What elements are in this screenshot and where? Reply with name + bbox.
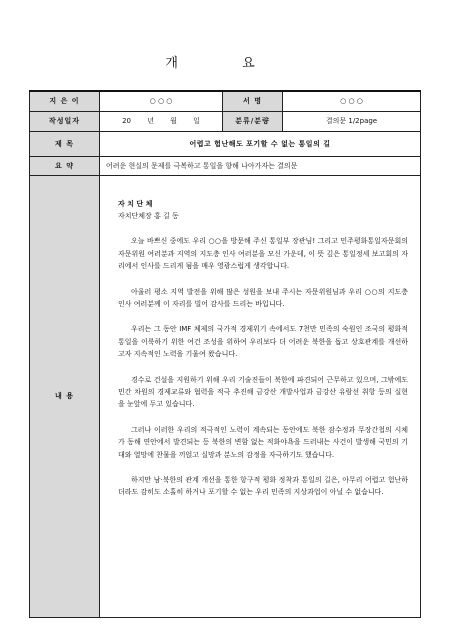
content-paragraph: 오늘 바쁘신 중에도 우리 ○○을 방문해 주신 통일부 장관님! 그리고 민주평화통일자문회의 자문위원 여러분과 지역의 지도층 인사 여러분을 모신 가운데, 이 뜻 깊은 통일정세 보고회의 자리에서 인사를 드리게 됨을 매우 영광스럽게 생각합니다. [118,237,408,271]
content-label: 내 용 [30,175,100,618]
head-line: 자치단체장 홍 길 동 [118,211,179,220]
content-paragraph: 아울러 평소 지역 발전을 위해 많은 성원을 보내 주시는 자문위원님과 우리 ○○의 지도층 인사 여러분께 이 자리를 빌어 감사를 드리는 바입니다. [118,287,408,308]
subject-field[interactable]: 어렵고 험난해도 포기할 수 없는 통일의 길 [100,131,421,156]
author-field[interactable]: ○ ○ ○ [100,91,223,111]
date-row [30,111,421,131]
summary-field[interactable]: 어려운 현실의 문제를 극복하고 통일을 향해 나아가자는 결의문 [100,156,421,175]
document-title: 개 요 [165,56,285,71]
category-label: 분류/분량 [223,111,283,131]
signature-label: 서 명 [223,91,283,111]
date-field[interactable]: 20 년 월 일 [100,111,223,131]
content-paragraph: 우리는 그 동안 IMF 체제의 국가적 경제위기 속에서도 7천만 민족의 숙원인 조국의 평화적 통일을 이룩하기 위한 여건 조성을 위하여 우리보다 더 어려운 북한을 돕고 상호관계를 개선하고자 지속적인 노력을 기울여 왔습니다. [118,325,408,359]
content-paragraph: 그러나 이러한 우리의 적극적인 노력이 계속되는 동안에도 북한 잠수정과 무장간첩의 시체가 동해 연안에서 발견되는 등 북한의 변함 없는 적화야욕을 드러내는 사건이 발생해 국민의 기대와 열망에 찬물을 끼얹고 실망과 분노의 감정을 자극하기도 했습니다. [118,425,408,459]
subject-row [30,131,421,156]
subject-label: 제 목 [30,131,100,156]
date-label: 작성일자 [30,111,100,131]
content-field[interactable] [100,175,421,618]
summary-row [30,156,421,175]
author-row [30,91,421,111]
org-line: 자 치 단 체 [118,199,153,208]
content-paragraph: 하지만 남·북한의 관계 개선을 통한 항구적 평화 정착과 통일의 길은, 아무리 어렵고 험난하더라도 감히도 소홀히 하거나 포기할 수 없는 우리 민족의 지상과업이 아닐 수 없습니다. [118,476,408,497]
author-label: 지 은 이 [30,91,100,111]
signature-field[interactable]: ○ ○ ○ [283,91,421,111]
content-paragraph: 경수로 건설을 지원하기 위해 우리 기술진들이 북한에 파견되어 근무하고 있으며, 그밖에도 민간 차원의 경제교류와 협력을 적극 추진해 금강산 개발사업과 금강산 유람선 취항 등의 실현을 눈앞에 두고 있습니다. [118,375,408,409]
category-field[interactable]: 결의문 1/2page [283,111,421,131]
summary-label: 요 약 [30,156,100,175]
overview-form-table [29,90,421,618]
content-row [30,175,421,618]
